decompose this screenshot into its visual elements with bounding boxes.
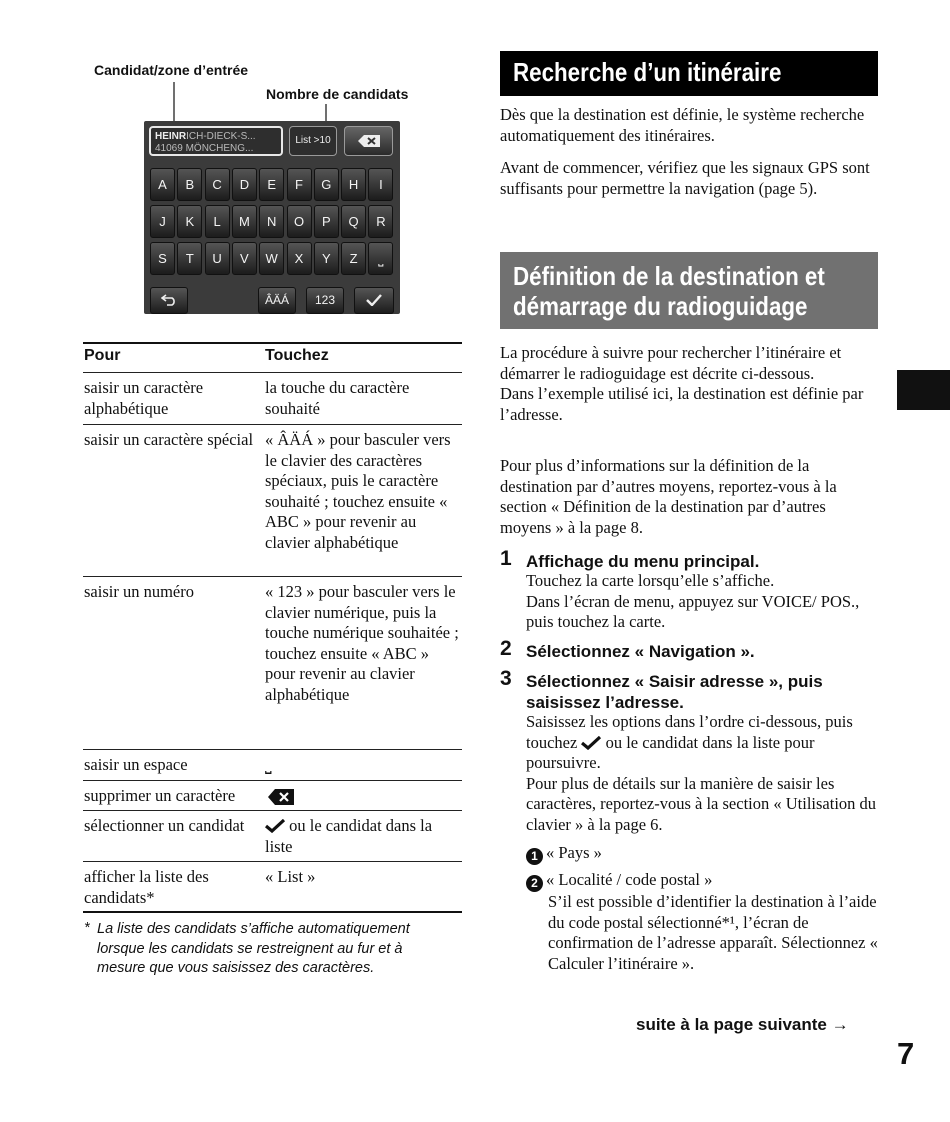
key-f[interactable]: F [287,168,312,201]
step-number: 1 [500,547,512,570]
backspace-icon [267,788,295,806]
step-body [526,712,886,835]
candidate-input-field[interactable] [149,126,283,156]
keyboard-screenshot [144,121,400,314]
section-heading-line: démarrage du radioguidage [513,291,808,321]
key-m[interactable]: M [232,205,257,238]
key-w[interactable]: W [259,242,284,275]
table-cell-text: ou le candidat dans la liste [265,816,433,856]
space-key-symbol: ⎵ [265,755,272,774]
table-cell: saisir un espace [84,755,188,774]
section-heading-line: Définition de la destination et [513,261,825,291]
table-row [83,576,462,749]
key-q[interactable]: Q [341,205,366,238]
table-row [83,810,462,861]
key-h[interactable]: H [341,168,366,201]
key-r[interactable]: R [368,205,393,238]
step-title: Sélectionnez « Navigation ». [526,642,755,661]
table-cell: sélectionner un candidat [84,816,245,835]
table-cell: saisir un caractère alphabétique [84,378,204,418]
checkmark-icon [366,294,382,306]
key-u[interactable]: U [205,242,230,275]
key-v[interactable]: V [232,242,257,275]
sub-step [526,870,886,974]
step-body-text: Saisissez les options dans l’ordre ci-dessous, puis touchez [526,712,853,752]
section-heading-destination [500,252,878,329]
back-arrow-icon [161,294,177,306]
key-s[interactable]: S [150,242,175,275]
table-cell: la touche du caractère souhaité [265,378,410,418]
step-number: 3 [500,667,512,690]
key-l[interactable]: L [205,205,230,238]
sub-step-text: « Pays » [546,843,602,862]
circled-number: 1 [526,848,543,865]
key-c[interactable]: C [205,168,230,201]
key-a[interactable]: A [150,168,175,201]
step-number: 2 [500,637,512,660]
key-z[interactable]: Z [341,242,366,275]
chapter-tab [897,370,950,410]
candidate-line1-bold: HEINR [155,131,187,142]
checkmark-icon [581,736,601,750]
sub-step-body: S’il est possible d’identifier la destination à l’aide du code postal sélectionné*¹, l’écran de confirmation de l’adresse apparaît. Sélectionnez « Calculer l’itinéraire ». [548,892,878,973]
list-button-label: List >10 [295,135,331,146]
paragraph-line: Dans l’exemple utilisé ici, la destination est définie par l’adresse. [500,384,864,424]
paragraph-line: La procédure à suivre pour rechercher l’itinéraire et démarrer le radioguidage est décrite ci-dessous. [500,343,842,383]
sub-step [526,843,886,865]
continue-note: suite à la page suivante → [636,1015,849,1034]
sub-step-text: « Localité / code postal » [546,870,713,889]
callout-input-label: Candidat/zone d’entrée [94,62,249,78]
paragraph: Pour plus d’informations sur la définition de la destination par d’autres moyens, reportez-vous à la section « Définition de la destination par d’autres moyens » à la page 8. [500,456,837,537]
table-header-col1: Pour [84,347,121,364]
key-o[interactable]: O [287,205,312,238]
key-x[interactable]: X [287,242,312,275]
step-body-line: Pour plus de détails sur la manière de saisir les caractères, reportez-vous à la section « Utilisation du clavier » à la page 6. [526,773,877,834]
paragraph [500,343,880,425]
table-row [83,424,462,576]
candidate-line1-rest: ICH-DIECK-S... [186,131,256,142]
table-row [83,780,462,810]
paragraph: Dès que la destination est définie, le système recherche automatiquement des itinéraires. [500,105,865,145]
footnote-mark: * [84,920,90,936]
step-title: Sélectionnez « Saisir adresse », puis saisissez l’adresse. [526,672,823,712]
key-space[interactable]: ⎵ [368,242,393,275]
table-cell: saisir un numéro [84,582,194,601]
backspace-icon [357,134,381,148]
callout-count-label: Nombre de candidats [266,86,409,102]
key-n[interactable]: N [259,205,284,238]
table-header-col2: Touchez [265,347,329,364]
step-title: Affichage du menu principal. [526,552,760,571]
table-cell: saisir un caractère spécial [84,430,254,449]
circled-number: 2 [526,875,543,892]
special-chars-label: ÂÄÁ [264,293,289,307]
candidate-line2: 41069 MÖNCHENG... [155,143,254,154]
list-button[interactable] [289,126,337,156]
key-g[interactable]: G [314,168,339,201]
key-b[interactable]: B [177,168,202,201]
key-i[interactable]: I [368,168,393,201]
table-cell: « List » [265,867,316,886]
key-e[interactable]: E [259,168,284,201]
key-p[interactable]: P [314,205,339,238]
table-cell: afficher la liste des candidats* [84,867,209,907]
table-row [83,372,462,424]
page-number: 7 [897,1036,915,1071]
step-body-line [526,712,886,774]
numeric-key[interactable] [306,287,344,314]
numeric-key-label: 123 [314,293,336,307]
key-t[interactable]: T [177,242,202,275]
back-button[interactable] [150,287,188,314]
delete-button[interactable] [344,126,393,156]
step-body-text: ou le candidat dans la liste pour poursuivre. [526,732,815,772]
paragraph: Avant de commencer, vérifiez que les signaux GPS sont suffisants pour permettre la navigation (page 5). [500,158,870,198]
table-row [83,749,462,780]
table-row [83,861,462,913]
table-cell: supprimer un caractère [84,786,236,805]
step-body-line: Touchez la carte lorsqu’elle s’affiche. [526,571,775,590]
special-chars-key[interactable] [258,287,296,314]
footnote: La liste des candidats s’affiche automatiquement lorsque les candidats se restreignent au fur et à mesure que vous saisissez des caractères. [97,921,410,976]
table-cell: « 123 » pour basculer vers le clavier numérique, puis la touche numérique souhaitée ; touchez ensuite « ABC » pour revenir au clavier alphabétique [265,582,459,704]
table-cell: « ÂÄÁ » pour basculer vers le clavier des caractères spéciaux, puis le caractère souhaité ; touchez ensuite « ABC » pour revenir au clavier alphabétique [265,430,451,552]
confirm-button[interactable] [354,287,394,314]
key-y[interactable]: Y [314,242,339,275]
key-d[interactable]: D [232,168,257,201]
table-top-rule [83,342,462,344]
step-body [526,571,886,633]
key-k[interactable]: K [177,205,202,238]
section-heading-route-search [500,51,878,96]
step-body-line: Dans l’écran de menu, appuyez sur VOICE/ POS., puis touchez la carte. [526,591,860,631]
checkmark-icon [265,819,285,833]
table-cell [265,816,461,857]
key-j[interactable]: J [150,205,175,238]
section-heading-text: Recherche d’un itinéraire [513,57,782,87]
